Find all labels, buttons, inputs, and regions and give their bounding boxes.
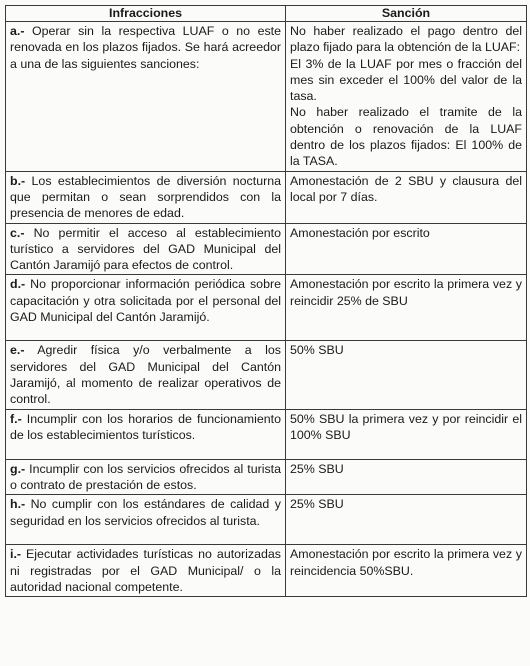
infraccion-cell	[6, 171, 286, 223]
table-row	[6, 409, 527, 459]
infraccion-text: Operar sin la respectiva LUAF o no este renovada en los plazos fijados. Se hará acreedor a una de las siguientes sanciones:	[10, 24, 281, 71]
infraccion-code: h.-	[10, 497, 26, 512]
infraccion-cell	[6, 22, 286, 172]
infraccion-text: No cumplir con los estándares de calidad y seguridad en los servicios ofrecidos al turista.	[10, 497, 281, 528]
table-row	[6, 223, 527, 275]
table-header	[6, 6, 527, 22]
infraccion-text: No proporcionar información periódica sobre capacitación y otra solicitada por el personal del GAD Municipal del Cantón Jaramijó.	[10, 277, 281, 325]
infraccion-code: f.-	[10, 411, 22, 426]
infraccion-code: d.-	[10, 277, 26, 292]
infraccion-text: Incumplir con los servicios ofrecidos al turista o contrato de prestación de estos.	[10, 461, 281, 492]
sancion-cell	[286, 341, 527, 409]
table-row	[6, 171, 527, 223]
infraccion-code: c.-	[10, 225, 25, 240]
sancion-cell	[286, 409, 527, 459]
table-body	[6, 22, 527, 597]
sancion-cell	[286, 495, 527, 545]
infraccion-cell	[6, 341, 286, 409]
sancion-cell	[286, 171, 527, 223]
sancion-text: 25% SBU	[290, 497, 344, 512]
infraccion-text: Incumplir con los horarios de funcionamiento de los establecimientos turísticos.	[10, 411, 281, 442]
table-row	[6, 545, 527, 597]
sancion-text: No haber realizado el pago dentro del plazo fijado para la obtención de la LUAF:	[290, 24, 522, 55]
infraccion-code: e.-	[10, 343, 25, 358]
sancion-text: 50% SBU	[290, 343, 344, 358]
infraccion-cell	[6, 459, 286, 495]
sancion-text: 50% SBU la primera vez y por reincidir el 100% SBU	[290, 411, 522, 442]
table-row	[6, 459, 527, 495]
infractions-table	[5, 5, 527, 597]
sancion-cell	[286, 223, 527, 275]
sancion-text: No haber realizado el tramite de la obtención o renovación de la LUAF dentro de los plazos fijados: El 100% de la TASA.	[290, 105, 522, 169]
sancion-cell	[286, 545, 527, 597]
sancion-cell	[286, 22, 527, 172]
sancion-text: 25% SBU	[290, 461, 344, 476]
infraccion-code: i.-	[10, 547, 22, 562]
infraccion-cell	[6, 495, 286, 545]
table-row	[6, 341, 527, 409]
sancion-text: El 3% de la LUAF por mes o fracción del mes sin exceder el 100% del valor de la tasa.	[290, 56, 522, 104]
infraccion-text: Ejecutar actividades turísticas no autorizadas ni registradas por el GAD Municipal/ o la autoridad nacional competente.	[10, 547, 281, 594]
infraccion-cell	[6, 409, 286, 459]
sancion-cell	[286, 459, 527, 495]
sancion-text: Amonestación por escrito	[290, 225, 430, 240]
header-sancion: Sanción	[286, 6, 527, 22]
infraccion-text: Los establecimientos de diversión nocturna que permitan o sean sorprendidos con la presencia de menores de edad.	[10, 173, 281, 221]
infraccion-cell	[6, 223, 286, 275]
header-infracciones: Infracciones	[6, 6, 286, 22]
table-row	[6, 22, 527, 172]
infraccion-cell	[6, 545, 286, 597]
infraccion-code: a.-	[10, 24, 25, 38]
infraccion-cell	[6, 275, 286, 341]
infraccion-code: g.-	[10, 461, 26, 476]
infraccion-text: Agredir física y/o verbalmente a los servidores del GAD Municipal del Cantón Jaramijó, al momento de realizar operativos de control.	[10, 343, 281, 407]
infraccion-text: No permitir el acceso al establecimiento turístico a servidores del GAD Municipal del Cantón Jaramijó para efectos de control.	[10, 225, 281, 273]
sancion-text: Amonestación por escrito la primera vez y reincidir 25% de SBU	[290, 277, 522, 308]
sancion-cell	[286, 275, 527, 341]
table-row	[6, 495, 527, 545]
header-row	[6, 6, 527, 22]
sancion-text: Amonestación de 2 SBU y clausura del local por 7 días.	[290, 173, 522, 204]
sancion-text: Amonestación por escrito la primera vez y reincidencia 50%SBU.	[290, 547, 522, 578]
infraccion-code: b.-	[10, 173, 26, 188]
table-row	[6, 275, 527, 341]
